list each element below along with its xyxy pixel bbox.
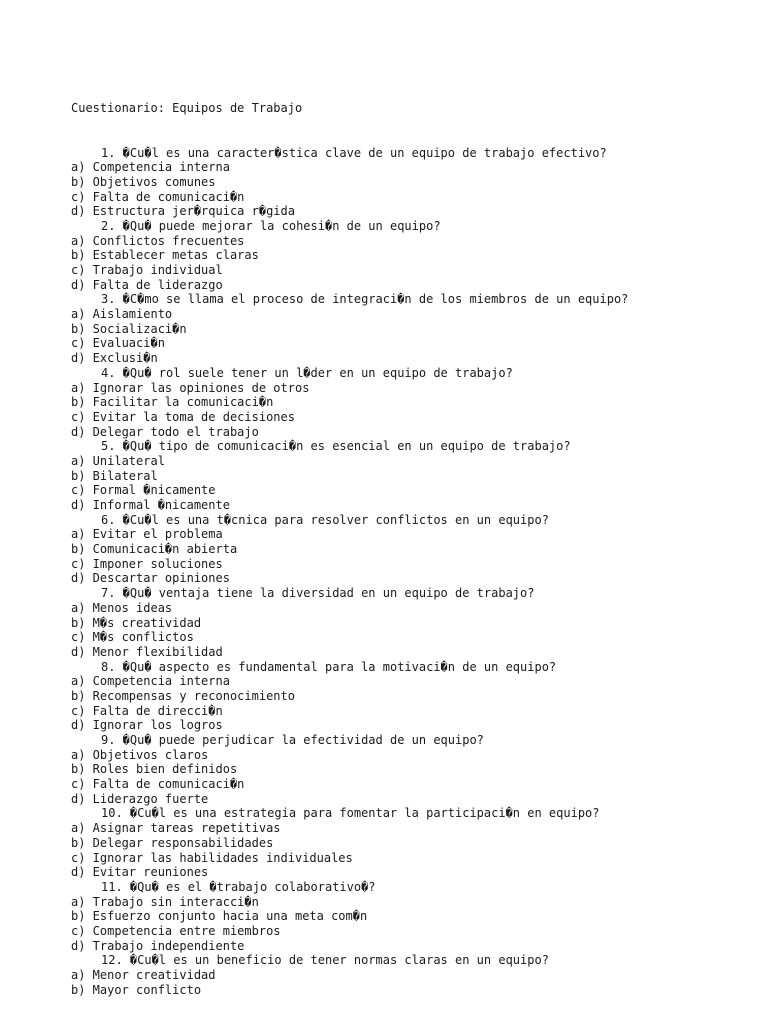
question-text: 10. �Cu�l es una estrategia para fomentar la participaci�n en equipo? [101, 806, 600, 821]
answer-option: a) Competencia interna [71, 160, 230, 175]
answer-option: d) Liderazgo fuerte [71, 791, 209, 806]
answer-option: c) Trabajo individual [71, 263, 223, 277]
answer-option: a) Objetivos claros [71, 747, 209, 762]
answer-option: d) Trabajo independiente [71, 938, 245, 953]
answer-option: b) Objetivos comunes [71, 174, 216, 189]
question-text: 12. �Cu�l es un beneficio de tener normas claras en un equipo? [101, 953, 549, 968]
answer-option: c) Formal �nicamente [71, 483, 216, 498]
question-text: 6. �Cu�l es una t�cnica para resolver conflictos en un equipo? [101, 512, 549, 527]
answer-option: b) Facilitar la comunicaci�n [71, 395, 274, 410]
question-text: 5. �Qu� tipo de comunicaci�n es esencial en un equipo de trabajo? [101, 439, 571, 454]
document-title: Cuestionario: Equipos de Trabajo [71, 101, 303, 116]
answer-option: b) Recompensas y reconocimiento [71, 688, 295, 703]
question-text: 11. �Qu� es el �trabajo colaborativo�? [101, 879, 376, 894]
answer-option: a) Ignorar las opiniones de otros [71, 380, 310, 395]
question-text: 9. �Qu� puede perjudicar la efectividad de un equipo? [101, 733, 484, 747]
question-text: 8. �Qu� aspecto es fundamental para la motivaci�n de un equipo? [101, 659, 557, 674]
question-list [71, 146, 751, 998]
answer-option: d) Exclusi�n [71, 351, 158, 366]
question-text: 1. �Cu�l es una caracter�stica clave de un equipo de trabajo efectivo? [101, 145, 607, 160]
question-text: 4. �Qu� rol suele tener un l�der en un equipo de trabajo? [101, 365, 513, 380]
answer-option: a) Evitar el problema [71, 527, 223, 542]
answer-option: b) Delegar responsabilidades [71, 835, 274, 850]
answer-option: c) Imponer soluciones [71, 556, 223, 571]
answer-option: d) Descartar opiniones [71, 571, 230, 586]
answer-option: c) Ignorar las habilidades individuales [71, 850, 353, 865]
answer-option: b) Esfuerzo conjunto hacia una meta com�n [71, 909, 368, 924]
answer-option: b) Mayor conflicto [71, 982, 202, 997]
answer-option: d) Informal �nicamente [71, 498, 230, 512]
question-text: 7. �Qu� ventaja tiene la diversidad en un equipo de trabajo? [101, 586, 535, 601]
answer-option: a) Unilateral [71, 453, 165, 468]
document-page [71, 72, 751, 1012]
answer-option: d) Falta de liderazgo [71, 277, 223, 292]
answer-option: d) Estructura jer�rquica r�gida [71, 204, 295, 219]
question-text: 3. �C�mo se llama el proceso de integraci�n de los miembros de un equipo? [101, 292, 629, 307]
answer-option: a) Asignar tareas repetitivas [71, 821, 281, 836]
answer-option: c) Falta de direcci�n [71, 703, 223, 718]
answer-option: d) Menor flexibilidad [71, 644, 223, 659]
answer-option: a) Conflictos frecuentes [71, 233, 245, 248]
answer-option: b) Establecer metas claras [71, 248, 259, 263]
answer-option: a) Aislamiento [71, 307, 173, 322]
question-text: 2. �Qu� puede mejorar la cohesi�n de un equipo? [101, 218, 441, 233]
answer-option: b) M�s creatividad [71, 615, 202, 630]
answer-option: d) Delegar todo el trabajo [71, 424, 259, 439]
answer-option: a) Menor creatividad [71, 968, 216, 982]
answer-option: a) Trabajo sin interacci�n [71, 894, 259, 909]
answer-option: b) Bilateral [71, 468, 158, 483]
answer-option: a) Menos ideas [71, 600, 173, 615]
answer-option: a) Competencia interna [71, 674, 230, 689]
answer-option: c) M�s conflictos [71, 630, 194, 645]
answer-option: c) Falta de comunicaci�n [71, 189, 245, 204]
answer-option: b) Socializaci�n [71, 321, 187, 336]
answer-option: d) Ignorar los logros [71, 718, 223, 733]
answer-option: b) Comunicaci�n abierta [71, 542, 238, 557]
answer-option: c) Falta de comunicaci�n [71, 777, 245, 792]
answer-option: c) Evitar la toma de decisiones [71, 409, 295, 424]
answer-option: d) Evitar reuniones [71, 865, 209, 880]
answer-option: c) Evaluaci�n [71, 336, 165, 351]
answer-option: c) Competencia entre miembros [71, 923, 281, 938]
answer-option: b) Roles bien definidos [71, 762, 238, 777]
